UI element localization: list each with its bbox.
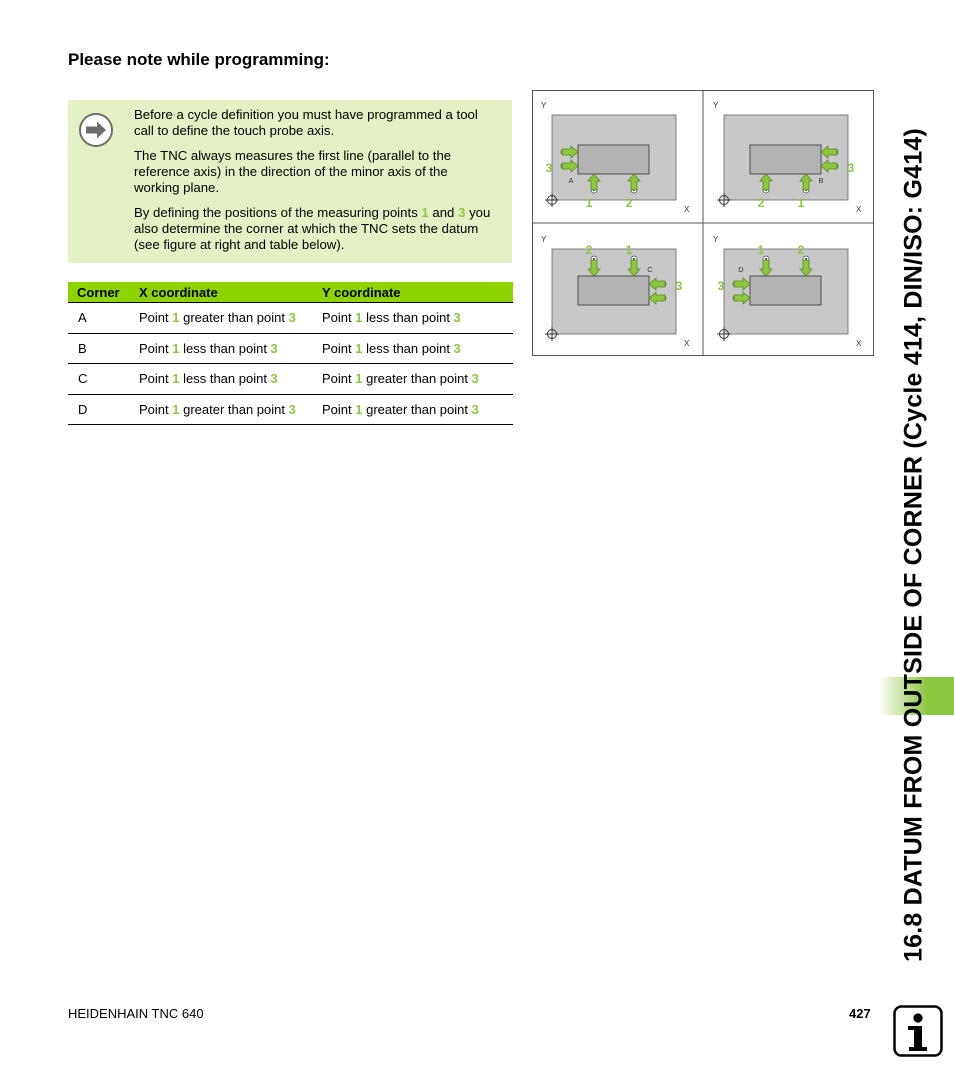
cell-text: greater than point bbox=[179, 401, 289, 417]
cell-text: Point bbox=[139, 340, 173, 356]
axis-label-x: X bbox=[856, 205, 862, 214]
point-3-label: 3 bbox=[458, 205, 466, 220]
axis-label-y: Y bbox=[713, 235, 719, 244]
cell-y-coordinate bbox=[312, 303, 513, 334]
cell-text: greater than point bbox=[362, 371, 472, 387]
point-number: 1 bbox=[355, 310, 363, 326]
footer-product: HEIDENHAIN TNC 640 bbox=[68, 1006, 204, 1021]
point-number: 3 bbox=[288, 401, 296, 417]
point-label: 3 bbox=[717, 279, 725, 293]
cell-x-coordinate bbox=[129, 394, 312, 425]
point-number: 1 bbox=[355, 401, 363, 417]
point-label: 3 bbox=[675, 279, 683, 293]
cell-corner: B bbox=[68, 333, 129, 364]
cell-text: Point bbox=[322, 310, 356, 326]
point-number: 1 bbox=[172, 340, 180, 356]
cell-text: Point bbox=[139, 401, 173, 417]
cell-corner: C bbox=[68, 364, 129, 395]
point-label: 2 bbox=[585, 243, 593, 257]
point-label: 1 bbox=[757, 243, 765, 257]
table-row bbox=[68, 364, 513, 395]
point-label: 3 bbox=[847, 161, 855, 175]
corner-label: A bbox=[568, 176, 574, 185]
corner-diagram bbox=[532, 90, 874, 356]
note-text-segment: you also determine the corner at which the TNC sets the datum (see figure at right and table below). bbox=[134, 205, 491, 252]
note-box bbox=[68, 100, 512, 263]
cell-x-coordinate bbox=[129, 364, 312, 395]
corner-table bbox=[68, 282, 513, 425]
point-label: 1 bbox=[585, 196, 593, 210]
corner-label: C bbox=[647, 265, 653, 274]
point-number: 3 bbox=[270, 371, 278, 387]
note-text bbox=[134, 107, 496, 262]
point-number: 1 bbox=[355, 371, 363, 387]
point-number: 3 bbox=[453, 340, 461, 356]
point-number: 3 bbox=[471, 371, 479, 387]
cell-y-coordinate bbox=[312, 364, 513, 395]
point-label: 2 bbox=[797, 243, 805, 257]
note-paragraph-2: The TNC always measures the first line (parallel to the reference axis) in the direction of the minor axis of the working plane. bbox=[134, 148, 452, 195]
point-label: 3 bbox=[545, 161, 553, 175]
cell-corner: D bbox=[68, 394, 129, 425]
table-row bbox=[68, 333, 513, 364]
cell-x-coordinate bbox=[129, 333, 312, 364]
side-title-text: 16.8 DATUM FROM OUTSIDE OF CORNER (Cycle 414, DIN/ISO: G414) bbox=[899, 128, 928, 962]
arrow-right-icon bbox=[78, 112, 114, 148]
workpiece bbox=[578, 276, 649, 305]
cell-text: less than point bbox=[362, 310, 454, 326]
axis-label-x: X bbox=[684, 339, 690, 348]
cell-text: less than point bbox=[179, 371, 271, 387]
cell-text: greater than point bbox=[362, 401, 472, 417]
note-paragraph-1: Before a cycle definition you must have programmed a tool call to define the touch probe axis. bbox=[134, 107, 478, 138]
point-number: 3 bbox=[288, 310, 296, 326]
point-number: 3 bbox=[270, 340, 278, 356]
axis-label-y: Y bbox=[541, 235, 547, 244]
axis-label-y: Y bbox=[541, 101, 547, 110]
workpiece bbox=[750, 145, 821, 174]
cell-text: less than point bbox=[179, 340, 271, 356]
cell-text: greater than point bbox=[179, 310, 289, 326]
header-y-coordinate: Y coordinate bbox=[312, 282, 513, 303]
cell-y-coordinate bbox=[312, 333, 513, 364]
axis-label-y: Y bbox=[713, 101, 719, 110]
point-label: 2 bbox=[625, 196, 633, 210]
workpiece bbox=[750, 276, 821, 305]
header-x-coordinate: X coordinate bbox=[129, 282, 312, 303]
axis-label-x: X bbox=[684, 205, 690, 214]
workpiece bbox=[578, 145, 649, 174]
cell-text: Point bbox=[322, 340, 356, 356]
page-number: 427 bbox=[849, 1006, 871, 1021]
table-row bbox=[68, 303, 513, 334]
table-row bbox=[68, 394, 513, 425]
cell-text: Point bbox=[322, 371, 356, 387]
note-text-segment: and bbox=[428, 205, 459, 220]
cell-x-coordinate bbox=[129, 303, 312, 334]
point-1-label: 1 bbox=[421, 205, 429, 220]
point-number: 1 bbox=[355, 340, 363, 356]
point-number: 3 bbox=[453, 310, 461, 326]
cell-y-coordinate bbox=[312, 394, 513, 425]
point-number: 1 bbox=[172, 371, 180, 387]
point-label: 1 bbox=[625, 243, 633, 257]
header-corner: Corner bbox=[68, 282, 129, 303]
cell-text: Point bbox=[139, 371, 173, 387]
corner-label: B bbox=[818, 176, 824, 185]
info-icon bbox=[893, 1005, 943, 1057]
point-label: 1 bbox=[797, 196, 805, 210]
point-label: 2 bbox=[757, 196, 765, 210]
cell-corner: A bbox=[68, 303, 129, 334]
note-text-segment: By defining the positions of the measuring points bbox=[134, 205, 422, 220]
point-number: 1 bbox=[172, 310, 180, 326]
axis-label-x: X bbox=[856, 339, 862, 348]
note-paragraph-3 bbox=[134, 205, 496, 253]
cell-text: Point bbox=[139, 310, 173, 326]
cell-text: less than point bbox=[362, 340, 454, 356]
cell-text: Point bbox=[322, 401, 356, 417]
section-heading: Please note while programming: bbox=[68, 50, 330, 69]
point-number: 1 bbox=[172, 401, 180, 417]
corner-label: D bbox=[738, 265, 744, 274]
point-number: 3 bbox=[471, 401, 479, 417]
